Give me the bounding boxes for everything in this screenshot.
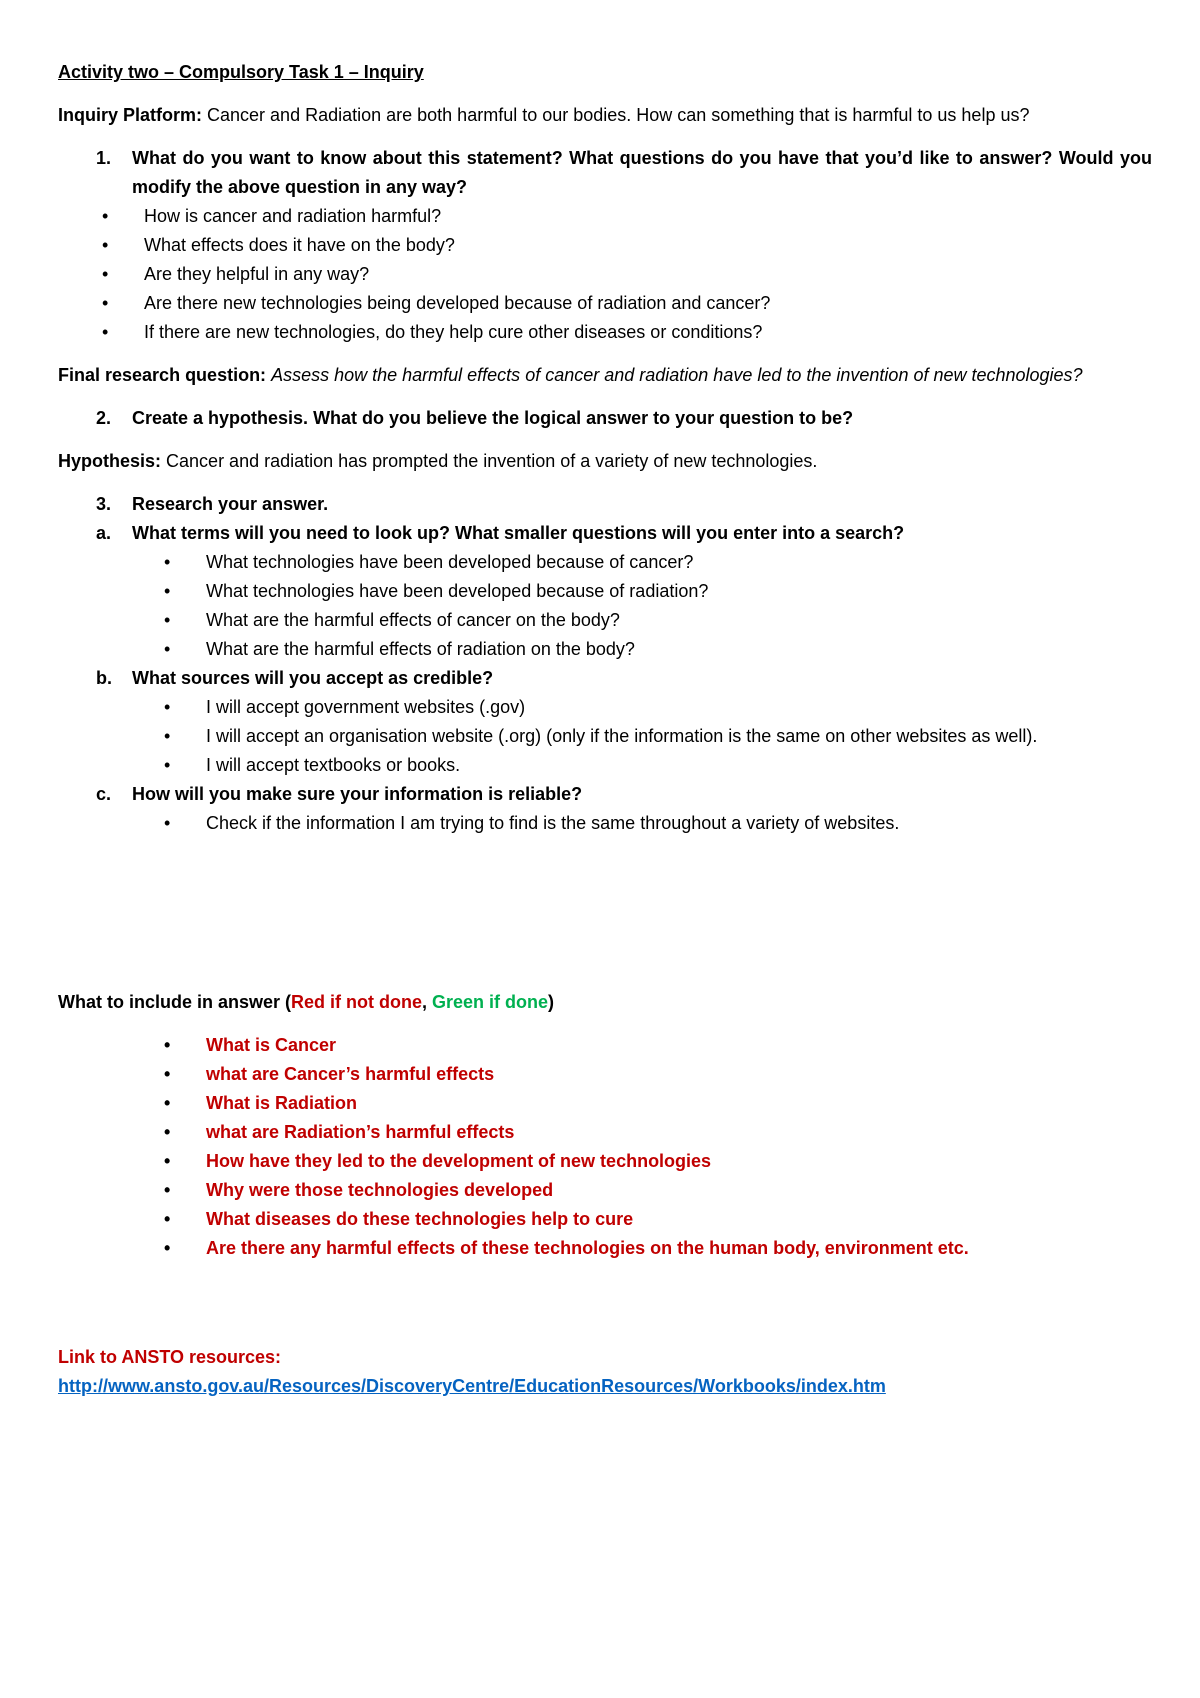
question-2-text: Create a hypothesis. What do you believe the logical answer to your question to be? [132,408,854,428]
inquiry-platform [58,101,1152,130]
question-2 [58,404,1152,433]
red-legend: Red if not done [291,992,422,1012]
list-item: • What technologies have been developed because of radiation? [58,577,1152,606]
final-question-text: Assess how the harmful effects of cancer and radiation have led to the invention of new technologies? [271,365,1083,385]
bullet-icon: • [164,1238,171,1258]
bullet-icon: • [164,1151,171,1171]
checklist-item: • What is Cancer [58,1031,1152,1060]
list-item: • What are the harmful effects of cancer on the body? [58,606,1152,635]
checklist-item: • What diseases do these technologies help to cure [58,1205,1152,1234]
list-item: • I will accept an organisation website (.org) (only if the information is the same on other websites as well). [58,722,1152,751]
question-3a-text: What terms will you need to look up? What smaller questions will you enter into a search? [132,523,905,543]
question-2-number: 2. [96,408,112,428]
inquiry-platform-label: Inquiry Platform: [58,105,203,125]
question-1 [58,144,1152,202]
question-3b-bullets [58,693,1152,780]
question-3a-letter: a. [96,523,112,543]
list-item: • If there are new technologies, do they help cure other diseases or conditions? [58,318,1152,347]
ansto-label: Link to ANSTO resources: [58,1347,282,1367]
question-3c [58,780,1152,809]
checklist-item: • How have they led to the development of new technologies [58,1147,1152,1176]
bullet-icon: • [102,322,109,342]
page-title: Activity two – Compulsory Task 1 – Inquiry [58,62,424,82]
question-3c-text: How will you make sure your information is reliable? [132,784,583,804]
hypothesis [58,447,1152,476]
question-3b-text: What sources will you accept as credible? [132,668,494,688]
question-3a [58,519,1152,548]
question-3b [58,664,1152,693]
bullet-icon: • [102,264,109,284]
question-3c-bullets [58,809,1152,838]
checklist-item: • what are Radiation’s harmful effects [58,1118,1152,1147]
bullet-icon: • [164,755,171,775]
list-item: • What technologies have been developed because of cancer? [58,548,1152,577]
include-heading: What to include in answer (Red if not done, Green if done) [58,992,555,1012]
bullet-icon: • [164,1122,171,1142]
question-3-number: 3. [96,494,112,514]
bullet-icon: • [164,1064,171,1084]
include-checklist [58,1031,1152,1263]
bullet-icon: • [102,235,109,255]
list-item: • Are they helpful in any way? [58,260,1152,289]
bullet-icon: • [164,697,171,717]
list-item: • What effects does it have on the body? [58,231,1152,260]
bullet-icon: • [164,552,171,572]
question-3 [58,490,1152,519]
ansto-link[interactable]: http://www.ansto.gov.au/Resources/DiscoveryCentre/EducationResources/Workbooks/index.htm [58,1376,886,1396]
question-1-number: 1. [96,148,112,168]
hypothesis-label: Hypothesis: [58,451,162,471]
list-item: • I will accept government websites (.gov) [58,693,1152,722]
question-3c-letter: c. [96,784,112,804]
bullet-icon: • [164,726,171,746]
list-item: • What are the harmful effects of radiation on the body? [58,635,1152,664]
bullet-icon: • [164,639,171,659]
green-legend: Green if done [432,992,549,1012]
bullet-icon: • [102,293,109,313]
list-item: • How is cancer and radiation harmful? [58,202,1152,231]
bullet-icon: • [164,1180,171,1200]
question-3a-bullets [58,548,1152,664]
question-1-bullets [58,202,1152,347]
question-3-text: Research your answer. [132,494,329,514]
final-research-question [58,361,1152,390]
question-1-text: What do you want to know about this statement? What questions do you have that you’d like to answer? Would you modify the above question in any way? [132,148,1152,197]
bullet-icon: • [164,1093,171,1113]
list-item: • Are there new technologies being developed because of radiation and cancer? [58,289,1152,318]
bullet-icon: • [164,610,171,630]
checklist-item: • Why were those technologies developed [58,1176,1152,1205]
bullet-icon: • [164,1035,171,1055]
checklist-item: • Are there any harmful effects of these technologies on the human body, environment etc. [58,1234,1152,1263]
checklist-item: • What is Radiation [58,1089,1152,1118]
bullet-icon: • [164,581,171,601]
inquiry-platform-text: Cancer and Radiation are both harmful to our bodies. How can something that is harmful to us help us? [202,105,1030,125]
question-3b-letter: b. [96,668,112,688]
hypothesis-text: Cancer and radiation has prompted the invention of a variety of new technologies. [161,451,818,471]
bullet-icon: • [102,206,109,226]
bullet-icon: • [164,1209,171,1229]
bullet-icon: • [164,813,171,833]
final-question-label: Final research question: [58,365,267,385]
list-item: • Check if the information I am trying to find is the same throughout a variety of websites. [58,809,1152,838]
checklist-item: • what are Cancer’s harmful effects [58,1060,1152,1089]
list-item: • I will accept textbooks or books. [58,751,1152,780]
